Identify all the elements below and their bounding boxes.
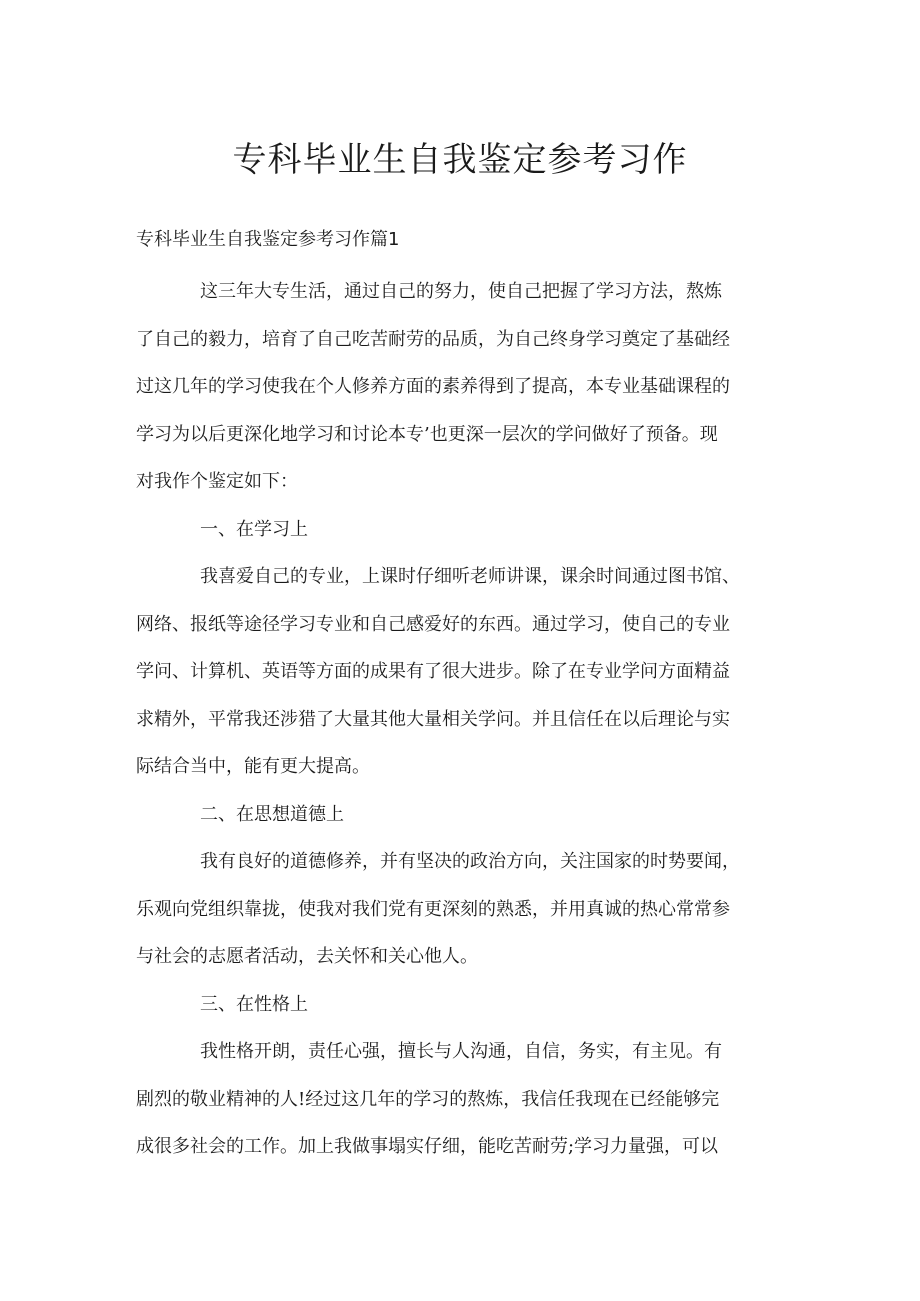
text-line: 与社会的志愿者活动，去关怀和关心他人。 [136,946,478,967]
document-body [136,268,800,1171]
document-subtitle: 专科毕业生自我鉴定参考习作篇1 [136,229,400,250]
text-line: 学问、计算机、英语等方面的成果有了很大进步。除了在专业学问方面精益 [136,661,730,682]
text-line: 一、在学习上 [200,518,308,540]
text-line: 成很多社会的工作。加上我做事塌实仔细，能吃苦耐劳;学习力量强，可以 [136,1136,719,1157]
text-line: 这三年大专生活，通过自己的努力，使自己把握了学习方法，熬炼 [200,281,722,302]
text-line: 我喜爱自己的专业，上课时仔细听老师讲课，课余时间通过图书馆、 [200,566,740,587]
text-line: 我性格开朗，责任心强，擅长与人沟通，自信，务实，有主见。有 [200,1041,722,1062]
text-line: 三、在性格上 [200,993,308,1015]
text-line: 际结合当中，能有更大提高。 [136,756,370,777]
text-line: 剧烈的敬业精神的人!经过这几年的学习的熬炼，我信任我现在已经能够完 [136,1088,720,1110]
text-line: 学习为以后更深化地学习和讨论本专’也更深一层次的学问做好了预备。现 [136,423,718,445]
document-title: 专科毕业生自我鉴定参考习作 [232,140,688,180]
text-line: 对我作个鉴定如下： [136,471,298,492]
text-line: 了自己的毅力，培育了自己吃苦耐劳的品质，为自己终身学习奠定了基础经 [136,328,730,350]
text-line: 网络、报纸等途径学习专业和自己感爱好的东西。通过学习，使自己的专业 [136,613,730,635]
text-line: 求精外，平常我还涉猎了大量其他大量相关学问。并且信任在以后理论与实 [136,708,730,730]
text-line: 乐观向党组织靠拢，使我对我们党有更深刻的熟悉，并用真诚的热心常常参 [136,898,730,920]
text-line: 二、在思想道德上 [200,803,344,825]
text-line: 过这几年的学习使我在个人修养方面的素养得到了提高，本专业基础课程的 [136,376,730,397]
text-line: 我有良好的道德修养，并有坚决的政治方向，关注国家的时势要闻， [200,851,740,872]
